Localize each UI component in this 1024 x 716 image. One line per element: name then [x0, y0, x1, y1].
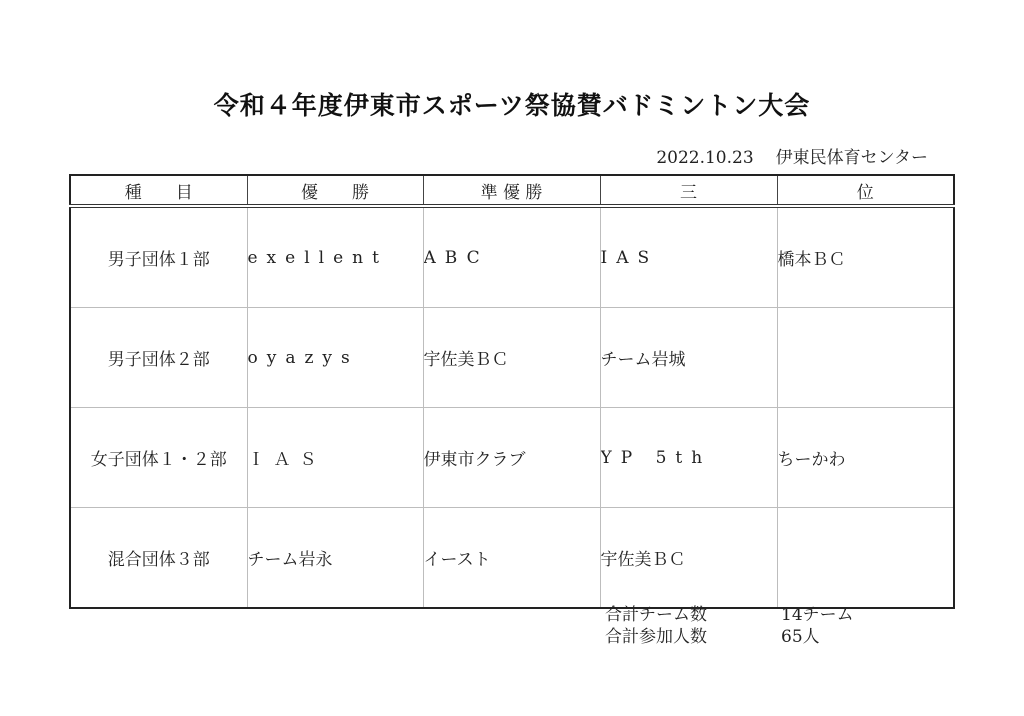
third-place-cell: チーム岩城 — [600, 308, 777, 408]
category-cell: 女子団体１・２部 — [70, 408, 247, 508]
winner-cell: チーム岩永 — [247, 508, 423, 609]
runner-up-cell: 宇佐美ＢＣ — [423, 308, 600, 408]
teams-value: 14チーム — [781, 605, 854, 625]
event-info — [656, 143, 928, 168]
table-row — [70, 508, 954, 609]
third-place-cell: IAS — [600, 206, 777, 308]
runner-up-cell: イースト — [423, 508, 600, 609]
results-table — [69, 174, 955, 609]
third-place-cell — [777, 508, 954, 609]
participants-label: 合計参加人数 — [605, 627, 707, 647]
table-header-row — [70, 175, 954, 206]
third-place-cell: ちーかわ — [777, 408, 954, 508]
summary — [605, 604, 854, 648]
header-winner: 優 勝 — [247, 175, 423, 206]
third-place-cell — [777, 308, 954, 408]
winner-cell: exellent — [247, 206, 423, 308]
event-date: 2022.10.23 — [656, 148, 754, 168]
header-third-1: 三 — [600, 175, 777, 206]
winner-cell: ＩＡＳ — [247, 408, 423, 508]
category-cell: 男子団体１部 — [70, 206, 247, 308]
table-row — [70, 206, 954, 308]
category-cell: 男子団体２部 — [70, 308, 247, 408]
teams-label: 合計チーム数 — [605, 605, 707, 625]
third-place-cell: 橋本ＢＣ — [777, 206, 954, 308]
event-venue: 伊東民体育センター — [775, 148, 928, 168]
header-category: 種 目 — [70, 175, 247, 206]
table-row — [70, 308, 954, 408]
summary-row — [605, 604, 854, 626]
summary-row — [605, 626, 854, 648]
third-place-cell: YP 5th — [600, 408, 777, 508]
third-place-cell: 宇佐美ＢＣ — [600, 508, 777, 609]
page-title: 令和４年度伊東市スポーツ祭協賛バドミントン大会 — [213, 91, 811, 120]
table-row — [70, 408, 954, 508]
runner-up-cell: ABC — [423, 206, 600, 308]
runner-up-cell: 伊東市クラブ — [423, 408, 600, 508]
category-cell: 混合団体３部 — [70, 508, 247, 609]
header-third-2: 位 — [777, 175, 954, 206]
participants-value: 65人 — [781, 627, 820, 647]
header-runner-up: 準 優 勝 — [423, 175, 600, 206]
winner-cell: oyazys — [247, 308, 423, 408]
